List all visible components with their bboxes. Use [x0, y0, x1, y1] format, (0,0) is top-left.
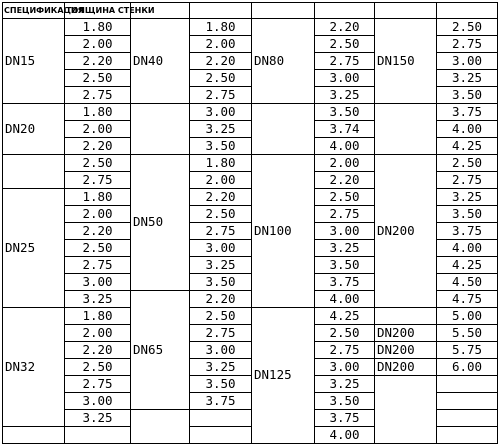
thickness-value-cell: 3.50	[190, 138, 252, 155]
table-row	[3, 104, 498, 121]
thickness-value-cell: 3.74	[315, 121, 375, 138]
empty-spec-cell	[375, 308, 437, 325]
thickness-value-cell: 3.25	[315, 87, 375, 104]
thickness-value-cell: 2.50	[65, 155, 131, 172]
thickness-value-cell: 2.50	[315, 36, 375, 53]
thickness-value-cell: 3.00	[315, 359, 375, 376]
thickness-value-cell: 3.25	[65, 410, 131, 427]
thickness-value-cell: 4.00	[315, 138, 375, 155]
table-row	[3, 308, 498, 325]
thickness-value-cell: 5.00	[437, 308, 498, 325]
header-cell	[315, 3, 375, 19]
spec-label-cell: DN200	[375, 342, 437, 359]
thickness-value-cell: 1.80	[190, 19, 252, 36]
thickness-value-cell: 2.50	[65, 359, 131, 376]
thickness-value-cell: 4.00	[437, 121, 498, 138]
table-row	[3, 19, 498, 36]
spec-label-cell: DN65	[131, 291, 190, 410]
empty-spec-cell	[131, 410, 190, 444]
thickness-value-cell: 2.75	[315, 206, 375, 223]
thickness-value-cell	[437, 376, 498, 393]
thickness-value-cell: 3.00	[190, 240, 252, 257]
thickness-value-cell: 2.00	[65, 36, 131, 53]
thickness-value-cell: 1.80	[65, 189, 131, 206]
spec-label-cell: DN40	[131, 19, 190, 104]
thickness-value-cell: 2.75	[65, 257, 131, 274]
thickness-value-cell	[437, 410, 498, 427]
thickness-value-cell: 2.20	[190, 291, 252, 308]
thickness-value-cell: 2.50	[437, 155, 498, 172]
thickness-value-cell: 4.00	[315, 291, 375, 308]
header-cell	[375, 3, 437, 19]
thickness-value-cell: 3.25	[190, 359, 252, 376]
thickness-value-cell: 4.25	[437, 257, 498, 274]
thickness-value-cell: 4.00	[315, 427, 375, 444]
thickness-value-cell: 3.50	[315, 393, 375, 410]
thickness-value-cell: 4.75	[437, 291, 498, 308]
thickness-value-cell: 6.00	[437, 359, 498, 376]
thickness-value-cell: 5.50	[437, 325, 498, 342]
thickness-value-cell: 3.00	[65, 393, 131, 410]
spec-label-cell: DN50	[131, 155, 190, 291]
spec-label-cell: DN200	[375, 155, 437, 308]
spec-label-cell: DN32	[3, 308, 65, 427]
thickness-value-cell: 3.00	[315, 223, 375, 240]
table-row	[3, 359, 498, 376]
empty-spec-cell	[131, 104, 190, 155]
thickness-value-cell: 2.00	[65, 325, 131, 342]
thickness-value-cell: 2.50	[65, 240, 131, 257]
thickness-value-cell: 3.00	[437, 53, 498, 70]
thickness-value-cell: 2.75	[190, 325, 252, 342]
thickness-value-cell: 2.00	[65, 206, 131, 223]
thickness-value-cell: 3.00	[315, 70, 375, 87]
thickness-value-cell: 2.50	[190, 308, 252, 325]
thickness-value-cell: 1.80	[65, 308, 131, 325]
header-cell	[190, 3, 252, 19]
thickness-value-cell: 2.20	[65, 223, 131, 240]
thickness-value-cell: 2.50	[190, 206, 252, 223]
thickness-value-cell: 2.20	[65, 342, 131, 359]
thickness-value-cell: 2.00	[65, 121, 131, 138]
thickness-value-cell: 3.75	[437, 223, 498, 240]
empty-spec-cell	[3, 155, 65, 189]
thickness-value-cell: 3.75	[437, 104, 498, 121]
thickness-value-cell: 4.50	[437, 274, 498, 291]
empty-spec-cell	[375, 104, 437, 155]
thickness-value-cell: 3.50	[190, 274, 252, 291]
empty-spec-cell	[3, 427, 65, 444]
thickness-value-cell: 2.50	[437, 19, 498, 36]
header-thickness: ТОЛЩИНА СТЕНКИ	[65, 3, 131, 19]
thickness-value-cell: 3.25	[190, 257, 252, 274]
table-row	[3, 155, 498, 172]
thickness-value-cell: 3.00	[65, 274, 131, 291]
thickness-value-cell	[437, 427, 498, 444]
thickness-value-cell: 2.50	[65, 70, 131, 87]
thickness-value-cell: 2.75	[190, 87, 252, 104]
thickness-value-cell: 3.25	[437, 70, 498, 87]
header-spec: СПЕЦИФИКАЦИЯ	[3, 3, 65, 19]
thickness-value-cell: 2.50	[190, 70, 252, 87]
thickness-value-cell: 3.75	[315, 410, 375, 427]
spec-label-cell: DN20	[3, 104, 65, 155]
thickness-value-cell: 3.25	[437, 189, 498, 206]
thickness-value-cell: 2.75	[65, 87, 131, 104]
thickness-value-cell: 5.75	[437, 342, 498, 359]
thickness-value-cell: 2.20	[315, 19, 375, 36]
thickness-value-cell: 1.80	[190, 155, 252, 172]
thickness-value-cell: 2.00	[190, 172, 252, 189]
thickness-value-cell: 3.50	[437, 87, 498, 104]
empty-spec-cell	[252, 104, 315, 155]
thickness-value-cell: 2.75	[190, 223, 252, 240]
spec-label-cell: DN25	[3, 189, 65, 308]
thickness-value-cell: 3.00	[190, 104, 252, 121]
thickness-value-cell: 2.00	[190, 36, 252, 53]
header-cell	[437, 3, 498, 19]
thickness-value-cell: 2.20	[190, 53, 252, 70]
spec-label-cell: DN200	[375, 359, 437, 376]
header-row	[3, 3, 498, 19]
spec-label-cell: DN100	[252, 155, 315, 308]
thickness-value-cell: 2.75	[65, 376, 131, 393]
thickness-value-cell	[65, 427, 131, 444]
table-row	[3, 342, 498, 359]
spec-label-cell: DN80	[252, 19, 315, 104]
thickness-value-cell: 2.00	[315, 155, 375, 172]
thickness-value-cell: 2.50	[315, 189, 375, 206]
thickness-value-cell: 4.25	[315, 308, 375, 325]
pipe-spec-table	[2, 2, 498, 444]
table-row	[3, 376, 498, 393]
thickness-value-cell: 3.50	[437, 206, 498, 223]
empty-spec-cell	[375, 376, 437, 444]
thickness-value-cell: 3.25	[65, 291, 131, 308]
spec-label-cell: DN200	[375, 325, 437, 342]
thickness-value-cell: 3.50	[315, 104, 375, 121]
thickness-value-cell: 4.00	[437, 240, 498, 257]
thickness-value-cell: 3.25	[190, 121, 252, 138]
thickness-value-cell: 4.25	[437, 138, 498, 155]
thickness-value-cell: 1.80	[65, 104, 131, 121]
thickness-value-cell: 2.20	[190, 189, 252, 206]
thickness-value-cell: 3.50	[315, 257, 375, 274]
thickness-value-cell: 2.20	[315, 172, 375, 189]
thickness-value-cell: 2.20	[65, 53, 131, 70]
thickness-value-cell	[190, 410, 252, 427]
thickness-value-cell: 2.75	[65, 172, 131, 189]
thickness-value-cell: 3.25	[315, 240, 375, 257]
thickness-value-cell: 2.50	[315, 325, 375, 342]
thickness-value-cell: 3.00	[190, 342, 252, 359]
thickness-value-cell: 1.80	[65, 19, 131, 36]
spec-label-cell: DN125	[252, 308, 315, 444]
spec-label-cell: DN15	[3, 19, 65, 104]
thickness-value-cell	[190, 427, 252, 444]
table-row	[3, 325, 498, 342]
thickness-value-cell: 3.75	[315, 274, 375, 291]
thickness-value-cell: 2.75	[437, 172, 498, 189]
header-cell	[252, 3, 315, 19]
thickness-value-cell: 3.50	[190, 376, 252, 393]
thickness-value-cell: 2.75	[315, 342, 375, 359]
thickness-value-cell: 3.75	[190, 393, 252, 410]
thickness-value-cell: 2.75	[315, 53, 375, 70]
thickness-value-cell: 2.75	[437, 36, 498, 53]
thickness-value-cell: 2.20	[65, 138, 131, 155]
spec-label-cell: DN150	[375, 19, 437, 104]
thickness-value-cell: 3.25	[315, 376, 375, 393]
thickness-value-cell	[437, 393, 498, 410]
